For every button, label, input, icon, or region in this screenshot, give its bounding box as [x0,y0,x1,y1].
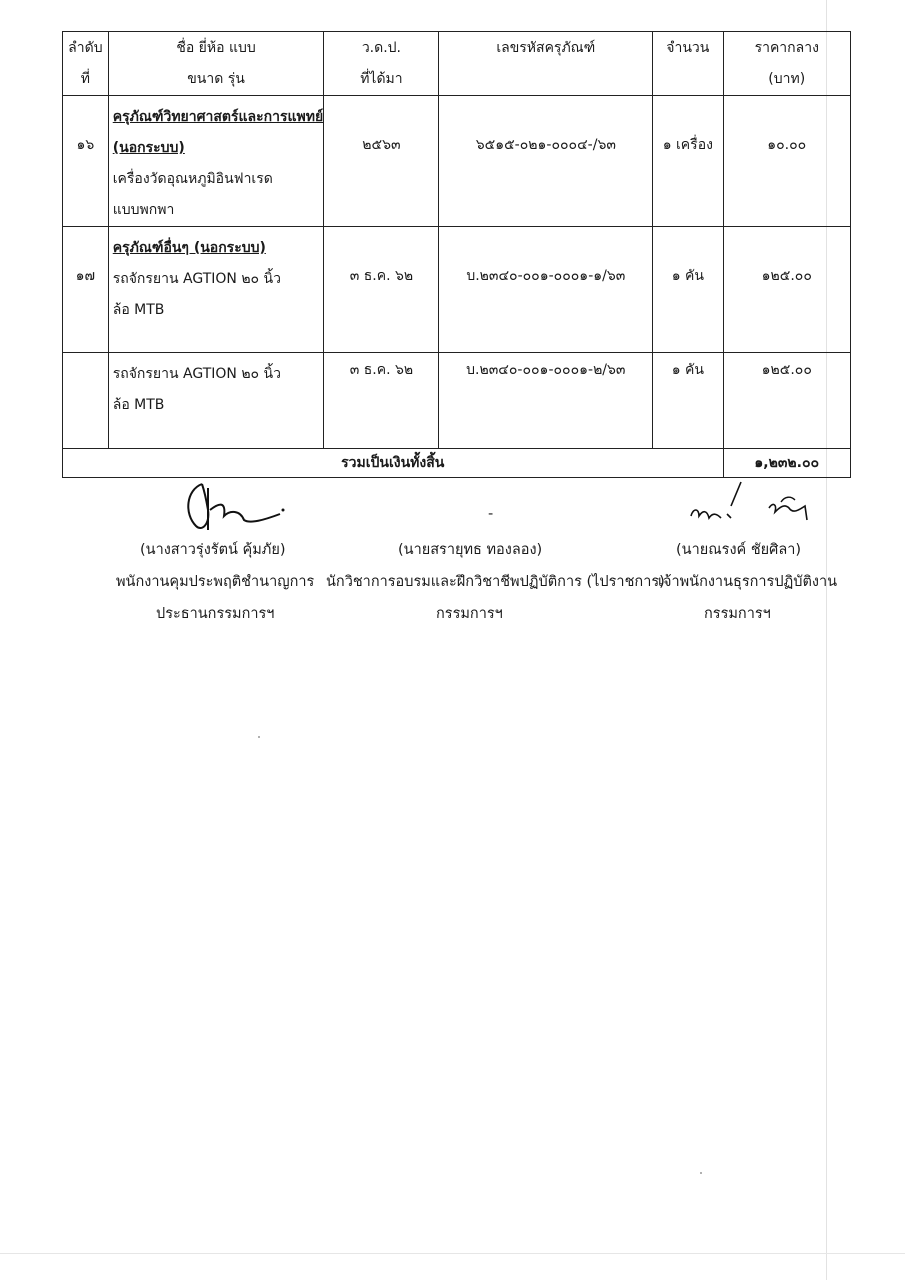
signature-3-role: กรรมการฯ [704,606,771,622]
row-17-qty [653,227,723,353]
row-18-price [723,353,851,449]
row-16-price [723,96,851,227]
signature-3-position: เจ้าพนักงานธุรการปฏิบัติงาน [658,574,838,590]
row-16-date [324,96,439,227]
header-name [108,32,324,96]
total-label: รวมเป็นเงินทั้งสิ้น [63,449,724,478]
table-header-row [63,32,851,96]
header-code-line-1: เลขรหัสครุภัณฑ์ [496,40,596,56]
header-code [439,32,653,96]
row-18-qty [653,353,723,449]
price-value: ๑๒๕.๐๐ [761,268,812,284]
desc-line-1: เครื่องวัดอุณหภูมิอินฟาเรด [112,171,273,187]
seq-value: ๑๖ [76,137,95,153]
header-seq-line-1: ลำดับ [68,40,103,56]
header-date-line-2: ที่ได้มา [360,71,403,87]
signature-2-mark: - [488,506,494,522]
desc-line-1: รถจักรยาน AGTION ๒๐ นิ้ว [112,271,281,287]
signature-1-position: พนักงานคุมประพฤติชำนาญการ [116,574,315,590]
signature-3-name: (นายณรงค์ ชัยศิลา) [676,542,802,558]
header-price [723,32,851,96]
code-value: บ.๒๓๔๐-๐๐๑-๐๐๐๑-๑/๖๓ [466,268,626,284]
qty-value: ๑ เครื่อง [662,137,713,153]
price-value: ๑๒๕.๐๐ [761,362,812,378]
qty-value: ๑ คัน [671,362,704,378]
row-18-code [439,353,653,449]
asset-table [62,31,851,478]
seq-value: ๑๗ [75,268,96,284]
category-title: ครุภัณฑ์วิทยาศาสตร์และการแพทย์ (นอกระบบ) [112,109,324,156]
header-qty [653,32,723,96]
signature-1-name: (นางสาวรุ่งรัตน์ คุ้มภัย) [140,542,286,558]
header-name-line-2: ขนาด รุ่น [187,71,245,87]
row-16-qty [653,96,723,227]
header-seq [63,32,109,96]
table-row [63,227,851,353]
desc-line-2: แบบพกพา [112,202,175,218]
header-date-line-1: ว.ด.ป. [361,40,402,56]
desc-line-2: ล้อ MTB [112,397,165,413]
qty-value: ๑ คัน [671,268,704,284]
code-value: บ.๒๓๔๐-๐๐๑-๐๐๐๑-๒/๖๓ [466,362,626,378]
header-name-line-1: ชื่อ ยี่ห้อ แบบ [176,40,256,56]
signature-1-role: ประธานกรรมการฯ [156,606,275,622]
seq-value [63,353,108,359]
date-value: ๓ ธ.ค. ๖๒ [349,362,414,378]
desc-line-2: ล้อ MTB [112,302,165,318]
total-row [63,449,851,478]
signature-3-mark [685,478,815,534]
price-value: ๑๐.๐๐ [767,137,807,153]
row-16-name [108,96,324,227]
signature-1-mark [180,480,290,536]
header-seq-line-2: ที่ [80,71,90,87]
code-value: ๖๕๑๕-๐๒๑-๐๐๐๔-/๖๓ [475,137,616,153]
row-17-date [324,227,439,353]
table-row [63,353,851,449]
row-16-seq [63,96,109,227]
table-row [63,96,851,227]
header-qty-line-1: จำนวน [666,40,710,56]
desc-line-1: รถจักรยาน AGTION ๒๐ นิ้ว [112,366,281,382]
signature-2-position: นักวิชาการอบรมและฝึกวิชาชีพปฏิบัติการ (ไปราชการ) [326,574,665,590]
row-16-code [439,96,653,227]
row-18-name [108,353,324,449]
row-17-name [108,227,324,353]
date-value: ๒๕๖๓ [362,137,401,153]
header-price-line-2: (บาท) [768,71,806,87]
row-18-seq [63,353,109,449]
row-17-seq [63,227,109,353]
row-17-price [723,227,851,353]
scan-speck [700,1172,702,1174]
header-date [324,32,439,96]
scan-speck [258,736,260,738]
date-value: ๓ ธ.ค. ๖๒ [349,268,414,284]
signature-2-name: (นายสรายุทธ ทองลอง) [398,542,543,558]
signature-2-role: กรรมการฯ [436,606,503,622]
header-price-line-1: ราคากลาง [754,40,819,56]
page-edge-bottom [0,1253,905,1254]
category-title: ครุภัณฑ์อื่นๆ (นอกระบบ) [112,240,266,256]
row-17-code [439,227,653,353]
row-18-date [324,353,439,449]
total-value: ๑,๒๓๒.๐๐ [723,449,851,478]
